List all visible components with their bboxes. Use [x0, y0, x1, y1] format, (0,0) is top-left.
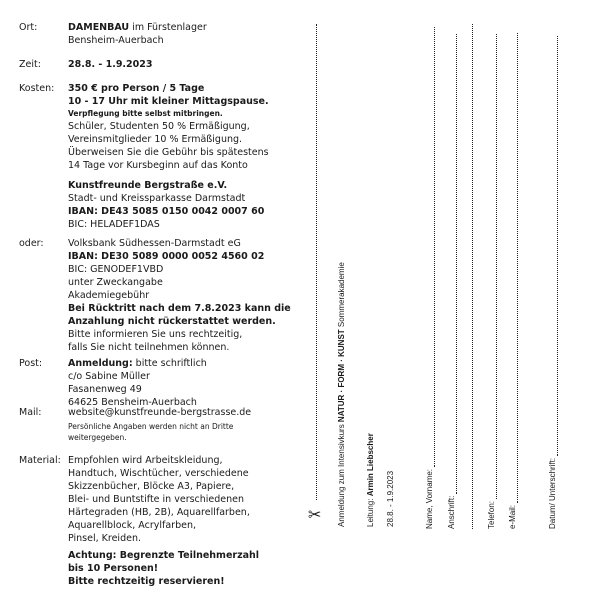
email-field[interactable] — [508, 24, 518, 529]
inform-note-line2: falls Sie nicht teilnehmen können. — [68, 342, 230, 353]
signature-field[interactable] — [548, 24, 558, 529]
post-label: Post: — [19, 358, 43, 369]
address-label: Anschrift: — [447, 495, 456, 529]
attention-line1: Achtung: Begrenzte Teilnehmerzahl — [68, 550, 260, 561]
bic: BIC: HELADEF1DAS — [68, 219, 160, 230]
reference-line2: Akademiegebühr — [68, 290, 150, 301]
price: 350 € pro Person / 5 Tage — [68, 83, 205, 94]
email-label: e-Mail: — [508, 504, 517, 529]
attention-line2: bis 10 Personen! — [68, 563, 159, 574]
cancel-warning-line2: Anzahlung nicht rückerstattet werden. — [68, 316, 276, 327]
material-line: Aquarellblock, Acrylfarben, — [68, 520, 196, 531]
name-field[interactable] — [425, 24, 435, 529]
venue-name: DAMENBAU — [68, 22, 130, 33]
material-line: Pinsel, Kreiden. — [68, 533, 141, 544]
ort-value — [68, 21, 308, 47]
material-label: Material: — [19, 455, 61, 466]
oder-block — [68, 237, 308, 354]
material-line: Blei- und Buntstifte in verschiedenen — [68, 494, 245, 505]
attention-block — [68, 549, 308, 588]
form-date: 28.8. - 1.9.2023 — [386, 470, 395, 527]
discount-members: Vereinsmitglieder 10 % Ermäßigung. — [68, 134, 243, 145]
kosten-block — [68, 82, 308, 231]
zeit-value: 28.8. - 1.9.2023 — [68, 59, 153, 70]
transfer-deadline: 14 Tage vor Kursbeginn auf das Konto — [68, 160, 248, 171]
privacy-note-line1: Persönliche Angaben werden nicht an Dritte — [68, 422, 234, 431]
phone-field[interactable] — [487, 24, 497, 529]
form-leitung — [366, 433, 376, 527]
iban2: IBAN: DE30 5089 0000 0052 4560 02 — [68, 251, 265, 262]
leitung-label: Leitung: — [366, 496, 375, 527]
bic2: BIC: GENODEF1VBD — [68, 264, 164, 275]
address-input-line[interactable] — [448, 34, 457, 494]
form-title-pre: Anmeldung zum Intensivkurs — [337, 422, 346, 527]
zeit-label: Zeit: — [19, 59, 41, 70]
cut-line — [316, 24, 317, 500]
form-title — [337, 262, 347, 527]
material-block — [68, 454, 308, 545]
post-block — [68, 357, 308, 409]
material-line: Handtuch, Wischtücher, verschiedene — [68, 468, 249, 479]
bank-owner: Kunstfreunde Bergstraße e.V. — [68, 180, 228, 191]
inform-note-line1: Bitte informieren Sie uns rechtzeitig, — [68, 329, 243, 340]
form-title-post: Sommerakademie — [337, 262, 346, 330]
phone-input-line[interactable] — [488, 34, 497, 499]
mail-block — [68, 406, 308, 443]
ort-label: Ort: — [19, 22, 38, 33]
reference-line1: unter Zweckangabe — [68, 277, 163, 288]
privacy-note-line2: weitergegeben. — [68, 433, 127, 442]
hours: 10 - 17 Uhr mit kleiner Mittagspause. — [68, 96, 269, 107]
leitung-name: Armin Liebscher — [366, 433, 375, 497]
address-line2: Fasanenweg 49 — [68, 384, 142, 395]
email-input-line[interactable] — [509, 33, 518, 503]
venue-city: Bensheim-Auerbach — [68, 35, 164, 46]
course-name: NATUR · FORM · KUNST — [337, 329, 346, 423]
registration-text: bitte schriftlich — [132, 358, 207, 369]
signature-input-line[interactable] — [549, 36, 558, 456]
scissors-icon: ✂ — [308, 505, 322, 524]
material-line: Empfohlen wird Arbeitskleidung, — [68, 455, 223, 466]
address-line1: c/o Sabine Müller — [68, 371, 150, 382]
venue-location: im Fürstenlager — [129, 22, 207, 33]
material-line: Härtegraden (HB, 2B), Aquarellfarben, — [68, 507, 250, 518]
name-input-line[interactable] — [426, 27, 435, 467]
bank2-name: Volksbank Südhessen-Darmstadt eG — [68, 238, 241, 249]
address-field[interactable] — [447, 24, 457, 529]
address-line3: 64625 Bensheim-Auerbach — [68, 397, 197, 408]
mail-label: Mail: — [19, 407, 42, 418]
kosten-label: Kosten: — [19, 83, 55, 94]
oder-label: oder: — [19, 238, 44, 249]
name-label: Name, Vorname: — [425, 468, 434, 529]
material-line: Skizzenbücher, Blöcke A3, Papiere, — [68, 481, 235, 492]
phone-label: Telefon: — [487, 500, 496, 529]
food-note: Verpflegung bitte selbst mitbringen. — [68, 109, 223, 118]
registration-label: Anmeldung: — [68, 358, 133, 369]
address-extra-line[interactable] — [472, 24, 473, 529]
signature-label: Datum/ Unterschrift: — [548, 457, 557, 529]
discount-students: Schüler, Studenten 50 % Ermäßigung, — [68, 121, 250, 132]
iban: IBAN: DE43 5085 0150 0042 0007 60 — [68, 206, 265, 217]
attention-line3: Bitte rechtzeitig reservieren! — [68, 576, 225, 587]
mail-address[interactable]: website@kunstfreunde-bergstrasse.de — [68, 407, 252, 418]
transfer-note: Überweisen Sie die Gebühr bis spätestens — [68, 147, 269, 158]
cancel-warning-line1: Bei Rücktritt nach dem 7.8.2023 kann die — [68, 303, 291, 314]
bank-name: Stadt- und Kreissparkasse Darmstadt — [68, 193, 246, 204]
